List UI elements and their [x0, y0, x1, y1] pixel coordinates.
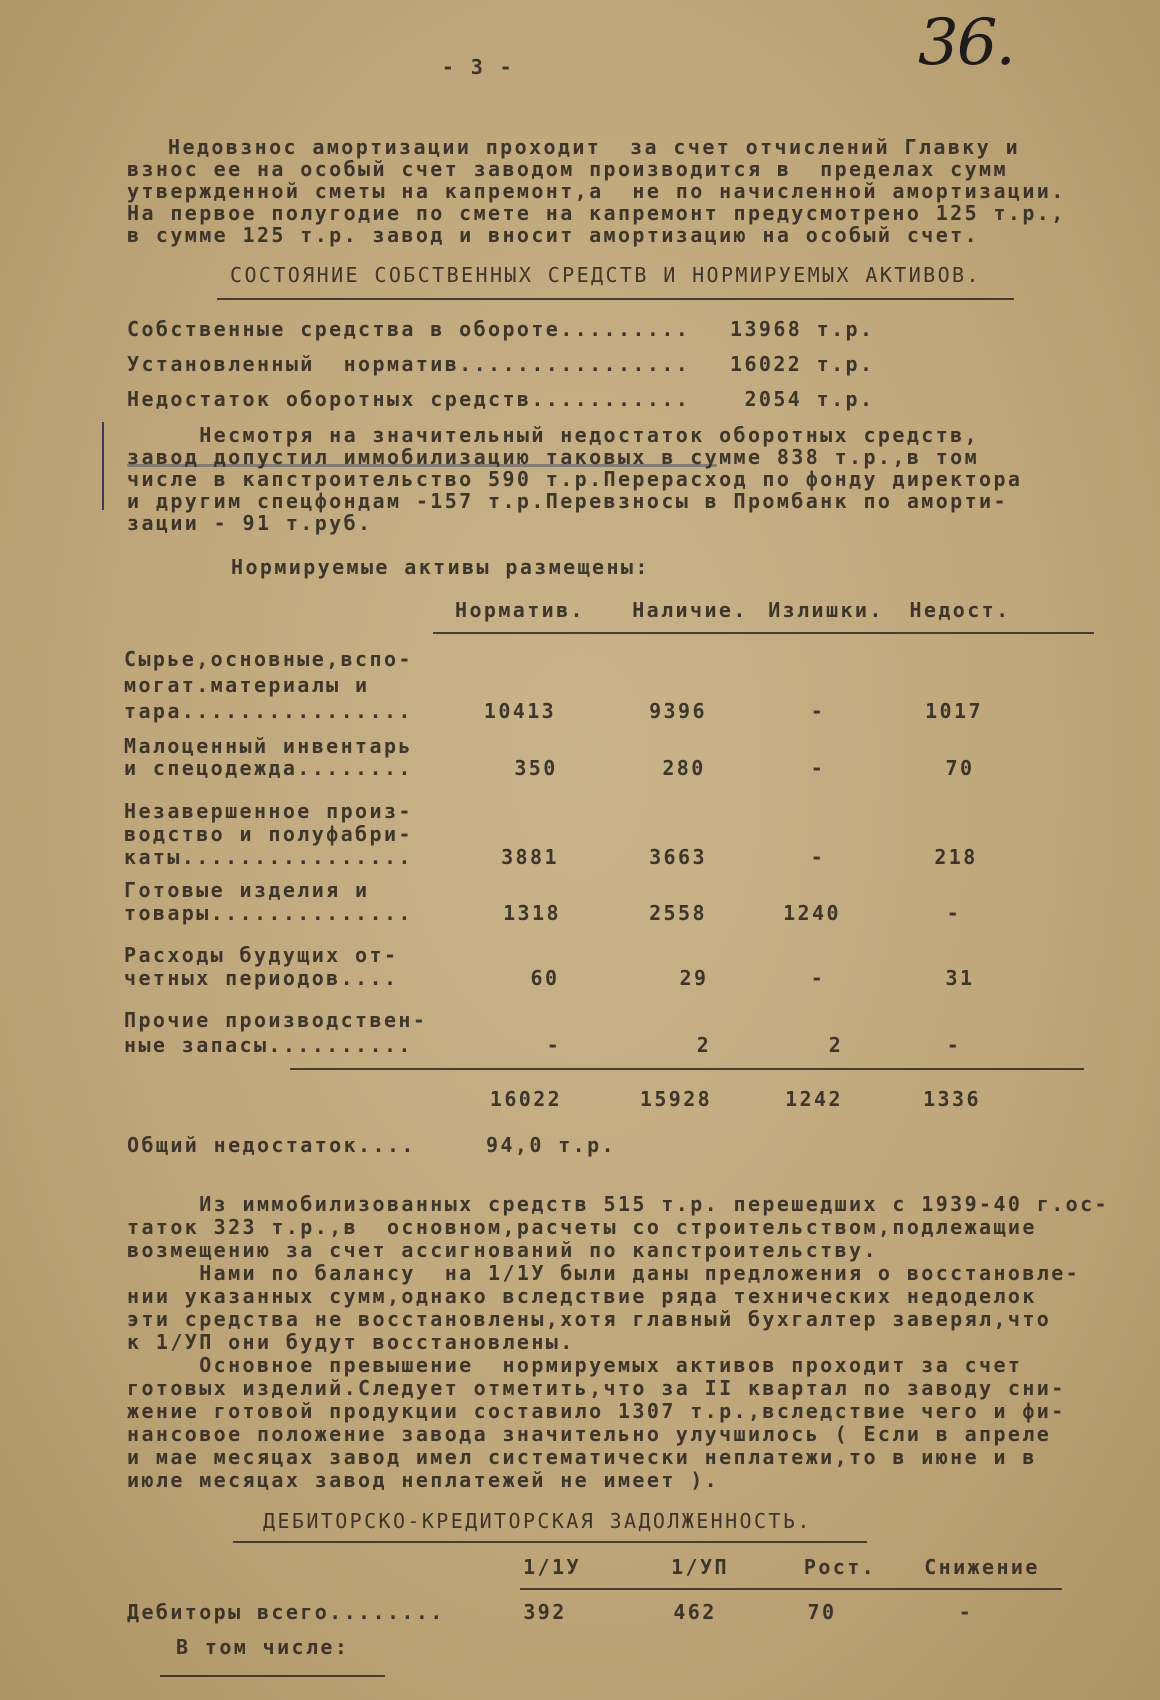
summary-label: Собственные средства в обороте.........	[127, 317, 691, 341]
text-line: Нами по балансу на 1/1У были даны предложения о восстановле-	[127, 1261, 1081, 1285]
cell: 29	[679, 966, 709, 990]
text-line: Основное превышение нормируемых активов проходит за счет	[127, 1353, 1023, 1377]
total-cell: 1242	[785, 1087, 843, 1111]
cell: 3881	[501, 845, 559, 869]
cell: 2	[828, 1033, 844, 1057]
cell: 218	[934, 845, 978, 869]
cell: 350	[514, 756, 558, 780]
row-label: тара................	[124, 699, 413, 723]
cell: -	[958, 1600, 974, 1624]
column-header: 1/УП	[671, 1555, 729, 1579]
cell: 280	[662, 756, 706, 780]
row-label: Сырье,основные,вспо-	[124, 647, 413, 671]
cell: -	[810, 756, 826, 780]
row-label: и спецодежда........	[124, 756, 413, 780]
margin-mark	[102, 422, 104, 510]
text-line: таток 323 т.р.,в основном,расчеты со строительством,подлежащие	[127, 1215, 1037, 1239]
subheading: В том числе:	[176, 1635, 350, 1659]
row-label: водство и полуфабри-	[124, 822, 413, 846]
row-label: Расходы будущих от-	[124, 943, 399, 967]
page-number: - 3 -	[441, 55, 515, 79]
cell: 2	[696, 1033, 712, 1057]
text-line: эти средства не восстановлены,хотя главный бухгалтер заверял,что	[127, 1307, 1052, 1331]
cell: 392	[523, 1600, 567, 1624]
total-shortage-value: 94,0 т.р.	[486, 1133, 616, 1157]
cell: 1017	[925, 699, 983, 723]
column-header: Наличие.	[632, 598, 748, 622]
heading-underline	[233, 1541, 867, 1543]
text-line: зации - 91 т.руб.	[127, 511, 373, 535]
assets-intro: Нормируемые активы размещены:	[231, 555, 650, 579]
text-line: Из иммобилизованных средств 515 т.р. перешедших с 1939-40 г.ос-	[127, 1192, 1109, 1216]
cell: 1240	[783, 901, 841, 925]
text-line: взнос ее на особый счет заводом производится в пределах сумм	[127, 157, 1008, 181]
row-label: четных периодов....	[124, 966, 399, 990]
cell: -	[546, 1033, 562, 1057]
row-label: товары..............	[124, 901, 413, 925]
summary-label: Установленный норматив................	[127, 352, 691, 376]
cell: -	[810, 845, 826, 869]
text-line: числе в капстроительство 590 т.р.Перерасход по фонду директора	[127, 467, 1023, 491]
totals-rule	[290, 1068, 1084, 1070]
section-heading: СОСТОЯНИЕ СОБСТВЕННЫХ СРЕДСТВ И НОРМИРУЕМЫХ АКТИВОВ.	[230, 263, 981, 287]
column-header: Снижение	[924, 1555, 1040, 1579]
header-rule	[520, 1588, 1062, 1590]
cell: 60	[530, 966, 560, 990]
row-label: Дебиторы всего........	[127, 1600, 445, 1624]
row-label: Малоценный инвентарь	[124, 734, 413, 758]
text-line: готовых изделий.Следует отметить,что за II квартал по заводу сни-	[127, 1376, 1066, 1400]
cell: -	[946, 1033, 962, 1057]
text-line: и другим спецфондам -157 т.р.Перевзносы в Промбанк по аморти-	[127, 489, 1008, 513]
column-header: Недост.	[909, 598, 1011, 622]
text-line: возмещению за счет ассигнований по капстроительству.	[127, 1238, 878, 1262]
summary-value: 2054 т.р.	[730, 387, 875, 411]
cell: -	[810, 966, 826, 990]
section-heading: ДЕБИТОРСКО-КРЕДИТОРСКАЯ ЗАДОЛЖЕННОСТЬ.	[263, 1509, 812, 1533]
summary-value: 16022 т.р.	[730, 352, 875, 376]
cell: 9396	[649, 699, 707, 723]
handwritten-page-number: 36.	[918, 6, 1014, 80]
total-shortage-label: Общий недостаток....	[127, 1133, 416, 1157]
cell: 31	[945, 966, 975, 990]
total-cell: 15928	[639, 1087, 713, 1111]
text-line: завод допустил иммобилизацию таковых в сумме 838 т.р.,в том	[127, 445, 980, 469]
cell: -	[946, 901, 962, 925]
text-line: и мае месяцах завод имел систематически неплатежи,то в июне и в	[127, 1445, 1037, 1469]
cell: 3663	[649, 845, 707, 869]
text-line: в сумме 125 т.р. завод и вносит амортизацию на особый счет.	[127, 223, 980, 247]
text-line: На первое полугодие по смете на капремонт предусмотрено 125 т.р.,	[127, 201, 1066, 225]
text-line: нии указанных сумм,однако вследствие ряда технических недоделок	[127, 1284, 1037, 1308]
column-header: 1/1У	[523, 1555, 581, 1579]
cell: 2558	[649, 901, 707, 925]
row-label: Прочие производствен-	[124, 1008, 428, 1032]
text-line: жение готовой продукции составило 1307 т.р.,вследствие чего и фи-	[127, 1399, 1066, 1423]
text-line: Несмотря на значительный недостаток оборотных средств,	[127, 423, 980, 447]
cell: 462	[673, 1600, 717, 1624]
row-label: Незавершенное произ-	[124, 799, 413, 823]
header-rule	[433, 632, 1094, 634]
total-cell: 1336	[923, 1087, 981, 1111]
cell: 10413	[483, 699, 557, 723]
cell: 70	[945, 756, 975, 780]
row-label: могат.материалы и	[124, 673, 370, 697]
total-cell: 16022	[489, 1087, 563, 1111]
cell: 70	[807, 1600, 837, 1624]
heading-underline	[217, 298, 1014, 300]
column-header: Излишки.	[768, 598, 884, 622]
text-line: нансовое положение завода значительно улучшилось ( Если в апреле	[127, 1422, 1052, 1446]
text-line: утвержденной сметы на капремонт,а не по начисленной амортизации.	[127, 179, 1066, 203]
row-label: каты................	[124, 845, 413, 869]
cell: -	[810, 699, 826, 723]
text-line: Недовзнос амортизации проходит за счет отчислений Главку и	[168, 135, 1021, 159]
text-line: июле месяцах завод неплатежей не имеет ).	[127, 1468, 720, 1492]
column-header: Норматив.	[455, 598, 585, 622]
row-label: Готовые изделия и	[124, 878, 370, 902]
row-label: ные запасы..........	[124, 1033, 413, 1057]
text-line: к 1/УП они будут восстановлены.	[127, 1330, 575, 1354]
column-header: Рост.	[803, 1555, 877, 1579]
summary-label: Недостаток оборотных средств...........	[127, 387, 691, 411]
cell: 1318	[503, 901, 561, 925]
summary-value: 13968 т.р.	[730, 317, 875, 341]
subheading-rule	[160, 1675, 385, 1677]
